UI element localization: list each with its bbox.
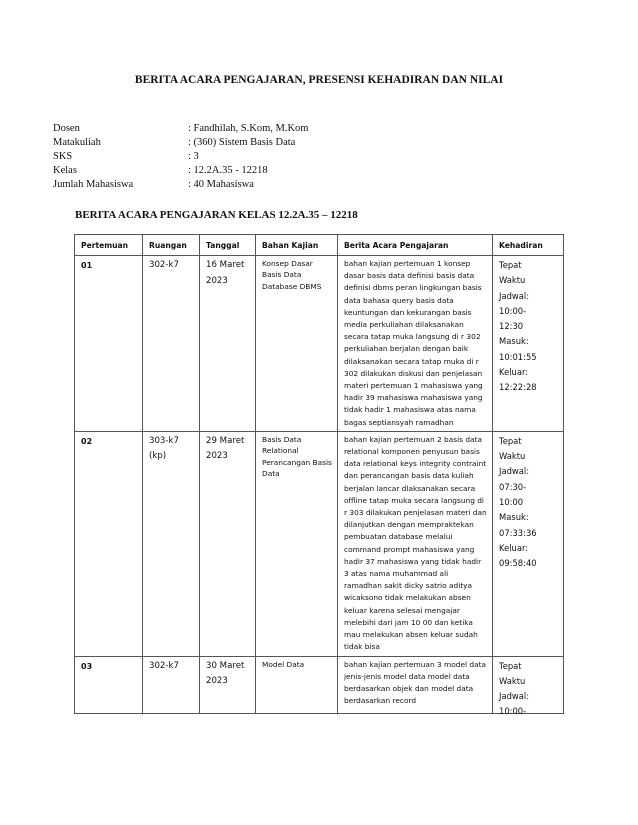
column-header-ruangan: Ruangan: [143, 235, 200, 256]
kehadiran-line: Tepat: [499, 660, 522, 671]
cell-kehadiran: [493, 656, 564, 717]
info-label: Kelas: [53, 165, 77, 176]
cell-tanggal: 29 Maret 2023: [200, 431, 256, 656]
info-value: : (360) Sistem Basis Data: [188, 137, 296, 148]
cell-bahan-kajian: Konsep Dasar Basis Data Database DBMS: [256, 256, 338, 432]
cell-berita-acara-text: bahan kajian pertemuan 3 model data jenis-jenis model data model data berdasarkan objek dan model data berdasarkan record: [344, 659, 487, 706]
column-header-bahan-kajian: Bahan Kajian: [256, 235, 338, 256]
kehadiran-line: 12:30: [499, 321, 524, 332]
cell-bahan-kajian: [256, 656, 338, 713]
kehadiran-line: Jadwal:: [499, 691, 530, 702]
cell-bahan-kajian: Basis Data Relational Perancangan Basis Data: [256, 431, 338, 656]
kehadiran-line: Tepat: [499, 435, 522, 446]
info-row-dosen: [53, 122, 308, 136]
kehadiran-line: 10:00-: [499, 706, 527, 717]
kehadiran-line: Waktu: [499, 675, 526, 686]
table-row: [75, 256, 564, 432]
cell-pertemuan: [75, 656, 143, 713]
kehadiran-box: [499, 659, 558, 717]
table-row: [75, 656, 564, 713]
kehadiran-line: Jadwal:: [499, 290, 530, 301]
info-value: : 3: [188, 151, 199, 162]
column-header-pertemuan: Pertemuan: [75, 235, 143, 256]
cell-tanggal-text: 30 Maret 2023: [206, 660, 245, 686]
cell-berita-acara: [338, 656, 493, 713]
cell-ruangan: [143, 656, 200, 713]
kehadiran-line: 10:00: [499, 497, 524, 508]
cell-kehadiran: [493, 431, 564, 656]
cell-berita-acara: bahan kajian pertemuan 1 konsep dasar basis data definisi basis data definisi dbms peran lingkungan basis data bahasa query basis data keuntungan dan kekurangan basis media perkuliahan dilaksanakan secara tatap muka langsung di r 302 perkuliahan berjalan dengan baik dilaksanakan secara tatap muka di r 302 dilakukan diskusi dan penjelasan materi pertemuan 1 mahasiswa yang hadir 39 mahasiswa mahasiswa yang tidak hadir 1 mahasiswa atas nama bagas septiansyah ramadhan: [338, 256, 493, 432]
info-label: Dosen: [53, 123, 80, 134]
column-header-kehadiran: Kehadiran: [493, 235, 564, 256]
info-block: [53, 122, 308, 192]
cell-tanggal: [200, 656, 256, 713]
kehadiran-line: Tepat: [499, 260, 522, 270]
info-value: : 12.2A.35 - 12218: [188, 165, 268, 176]
kehadiran-line: Keluar:: [499, 367, 529, 378]
cell-kehadiran: [493, 256, 564, 432]
info-value: : 40 Mahasiswa: [188, 179, 254, 190]
info-row-sks: [53, 150, 308, 164]
info-label: SKS: [53, 151, 73, 162]
info-row-matakuliah: [53, 136, 308, 150]
info-label: Jumlah Mahasiswa: [53, 179, 134, 190]
cell-ruangan-text: 302-k7: [149, 660, 179, 671]
kehadiran-line: Masuk:: [499, 512, 529, 523]
cell-pertemuan: 01: [75, 256, 143, 432]
attendance-table: [74, 234, 564, 717]
info-label: Matakuliah: [53, 137, 101, 148]
cell-berita-acara: bahan kajian pertemuan 2 basis data relational komponen penyusun basis data relational keys integrity contraint dan perancangan basis data kuliah berjalan lancar dlaksanakan secara offline tatap muka secara langsung di r 303 dilakukan penjelasan materi dan dilanjutkan dengan mempraktekan pembuatan database melalui command prompt mahasiswa yang hadir 37 mahasiswa yang tidak hadir 3 atas nama muhammad ali ramadhan sakit dicky satrio aditya wicaksono tidak melakukan absen keluar karena selesai mengajar melebihi dari jam 10 00 dan ketika mau melakukan absen keluar sudah tidak bisa: [338, 431, 493, 656]
table-row: [75, 431, 564, 656]
kehadiran-line: 12:22:28: [499, 382, 537, 393]
info-value: : Fandhilah, S.Kom, M.Kom: [188, 123, 309, 134]
table-header-row: [75, 235, 564, 256]
kehadiran-line: 09:58:40: [499, 558, 537, 569]
cell-pertemuan-text: 03: [81, 661, 93, 671]
kehadiran-line: 10:01:55: [499, 351, 537, 362]
cell-pertemuan: 02: [75, 431, 143, 656]
column-header-berita-acara: Berita Acara Pengajaran: [338, 235, 493, 256]
section-title: BERITA ACARA PENGAJARAN KELAS 12.2A.35 – 12218: [75, 209, 358, 221]
cell-ruangan: 303-k7 (kp): [143, 431, 200, 656]
cell-bahan-kajian-text: Model Data: [262, 659, 305, 669]
info-row-jumlah-mahasiswa: [53, 178, 308, 192]
cell-ruangan: 302-k7: [143, 256, 200, 432]
kehadiran-line: Waktu: [499, 275, 526, 286]
kehadiran-line: 07:30-: [499, 481, 527, 492]
kehadiran-line: 07:33:36: [499, 527, 537, 538]
cell-tanggal: 16 Maret 2023: [200, 256, 256, 432]
kehadiran-line: Jadwal:: [499, 466, 530, 477]
kehadiran-line: Keluar:: [499, 542, 529, 553]
column-header-tanggal: Tanggal: [200, 235, 256, 256]
kehadiran-line: 10:00-: [499, 305, 527, 316]
page-title: BERITA ACARA PENGAJARAN, PRESENSI KEHADIRAN DAN NILAI: [134, 74, 504, 86]
kehadiran-line: Waktu: [499, 451, 526, 462]
kehadiran-line: Masuk:: [499, 336, 529, 347]
info-row-kelas: [53, 164, 308, 178]
